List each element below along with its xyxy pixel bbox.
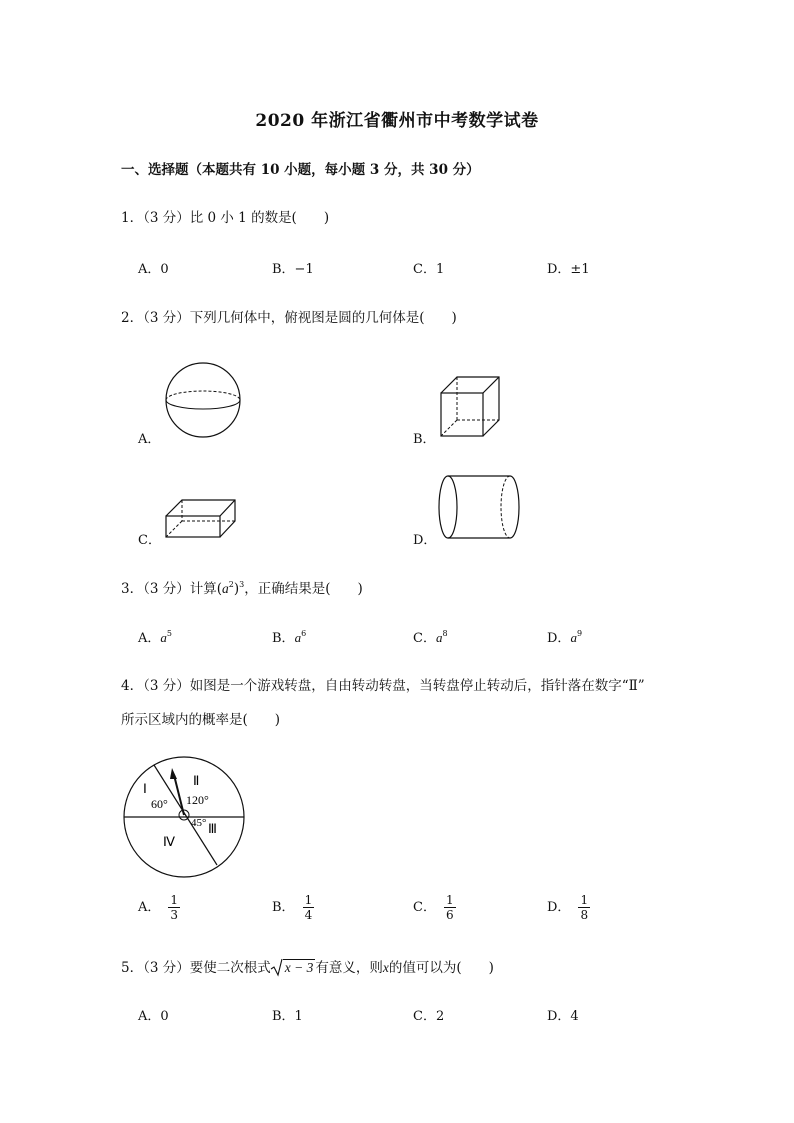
q3-close-paren: ) xyxy=(233,581,240,597)
q5-option-a: A．0 xyxy=(138,1009,169,1024)
sphere-figure xyxy=(165,362,245,442)
spinner-figure xyxy=(121,757,249,885)
q3-option-d: D．$a^9$ xyxy=(547,629,583,646)
q3-suffix: ，正确结果是( ) xyxy=(244,581,363,597)
q2-label-c: C． xyxy=(138,533,161,548)
q4-option-c: C． $\frac{1}{6}$ xyxy=(413,893,454,922)
spinner-region-3: Ⅲ xyxy=(208,821,217,836)
q1-option-d: D．±1 xyxy=(547,262,590,277)
q3-base: a xyxy=(222,581,229,596)
question-4-stem-line1: 4．（3 分）如图是一个游戏转盘，自由转动转盘，当转盘停止转动后，指针落在数字“Ⅱ” xyxy=(121,678,645,694)
page-title: 2020 年浙江省衢州市中考数学试卷 xyxy=(255,111,539,131)
question-5-stem xyxy=(121,956,494,976)
rectangular-box-figure xyxy=(165,499,237,541)
spinner-pointer-arrowhead xyxy=(170,768,177,779)
q5-radicand: x − 3 xyxy=(284,960,314,975)
q3-option-c: C．$a^8$ xyxy=(413,629,448,646)
spinner-angle-60: 60° xyxy=(151,797,168,811)
spinner-region-2: Ⅱ xyxy=(193,773,200,788)
q5-middle: 有意义，则 xyxy=(315,960,383,976)
q1-option-a: A．0 xyxy=(138,262,169,277)
q5-option-c: C．2 xyxy=(413,1009,445,1024)
q4-option-a: A． $\frac{1}{3}$ xyxy=(138,893,179,922)
q5-option-d: D．4 xyxy=(547,1009,579,1024)
q5-prefix: 5．（3 分）要使二次根式 xyxy=(121,960,271,976)
spinner-pointer xyxy=(174,775,184,815)
q1-option-b: B．−1 xyxy=(272,262,314,277)
spinner-angle-45: 45° xyxy=(191,817,207,829)
q3-inner-exponent: 2 xyxy=(228,580,234,589)
cylinder-figure xyxy=(438,474,522,542)
q3-option-a: A．$a^5$ xyxy=(138,629,172,646)
radical-sign-icon xyxy=(271,958,283,976)
question-1-stem: 1．（3 分）比 0 小 1 的数是( ) xyxy=(121,210,330,226)
spinner-region-4: Ⅳ xyxy=(163,834,175,849)
q4-option-d: D． $\frac{1}{8}$ xyxy=(547,893,589,922)
q5-variable: x xyxy=(382,960,389,975)
q4-option-b: B． $\frac{1}{4}$ xyxy=(272,893,313,922)
spinner-diagonal-line xyxy=(154,765,217,865)
question-3-stem xyxy=(121,577,363,597)
q5-option-b: B．1 xyxy=(272,1009,303,1024)
question-4-stem-line2: 所示区域内的概率是( ) xyxy=(121,712,281,728)
q1-option-c: C．1 xyxy=(413,262,445,277)
q5-suffix: 的值可以为( ) xyxy=(388,960,494,976)
section-heading: 一、选择题（本题共有 10 小题，每小题 3 分，共 30 分） xyxy=(121,162,480,178)
question-2-stem: 2．（3 分）下列几何体中，俯视图是圆的几何体是( ) xyxy=(121,310,457,326)
q3-option-b: B．$a^6$ xyxy=(272,629,307,646)
spinner-region-1: Ⅰ xyxy=(143,781,147,796)
spinner-angle-120: 120° xyxy=(186,793,209,807)
q2-label-b: B． xyxy=(413,432,436,447)
q2-label-a: A． xyxy=(138,432,161,447)
q2-label-d: D． xyxy=(413,533,437,548)
q3-outer-exponent: 3 xyxy=(239,580,245,589)
q3-prefix: 3．（3 分）计算( xyxy=(121,581,222,597)
cube-figure xyxy=(440,376,502,440)
